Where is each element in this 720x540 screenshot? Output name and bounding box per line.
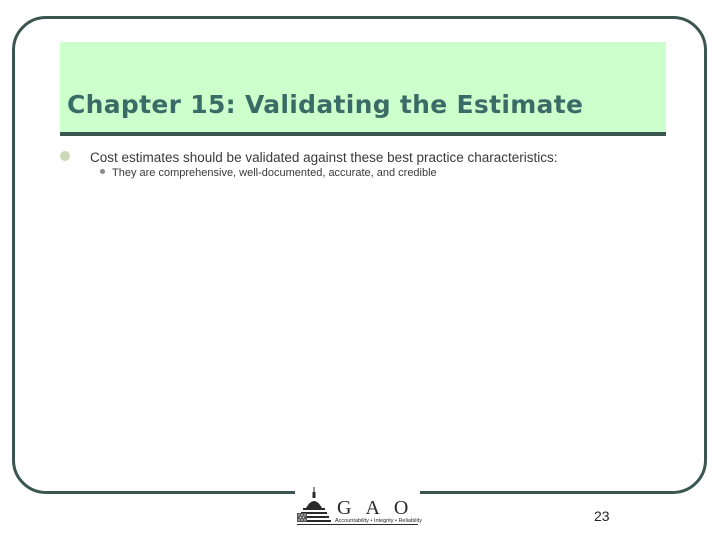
logo-letter: G [337,497,352,519]
slide-title: Chapter 15: Validating the Estimate [67,90,584,119]
title-divider [60,132,666,136]
subbullet-icon [100,169,105,174]
logo-letter: O [393,497,409,519]
bullet-text: Cost estimates should be validated against these best practice characteristics: [90,150,558,165]
bullet-icon [60,151,70,161]
logo-letters [337,497,422,520]
logo-tagline: Accountability • Integrity • Reliability [335,518,422,524]
logo-letter: A [365,497,380,519]
title-band [60,42,666,134]
gao-logo [295,484,420,530]
page-number: 23 [594,508,610,524]
subbullet-text: They are comprehensive, well-documented, accurate, and credible [112,167,437,179]
